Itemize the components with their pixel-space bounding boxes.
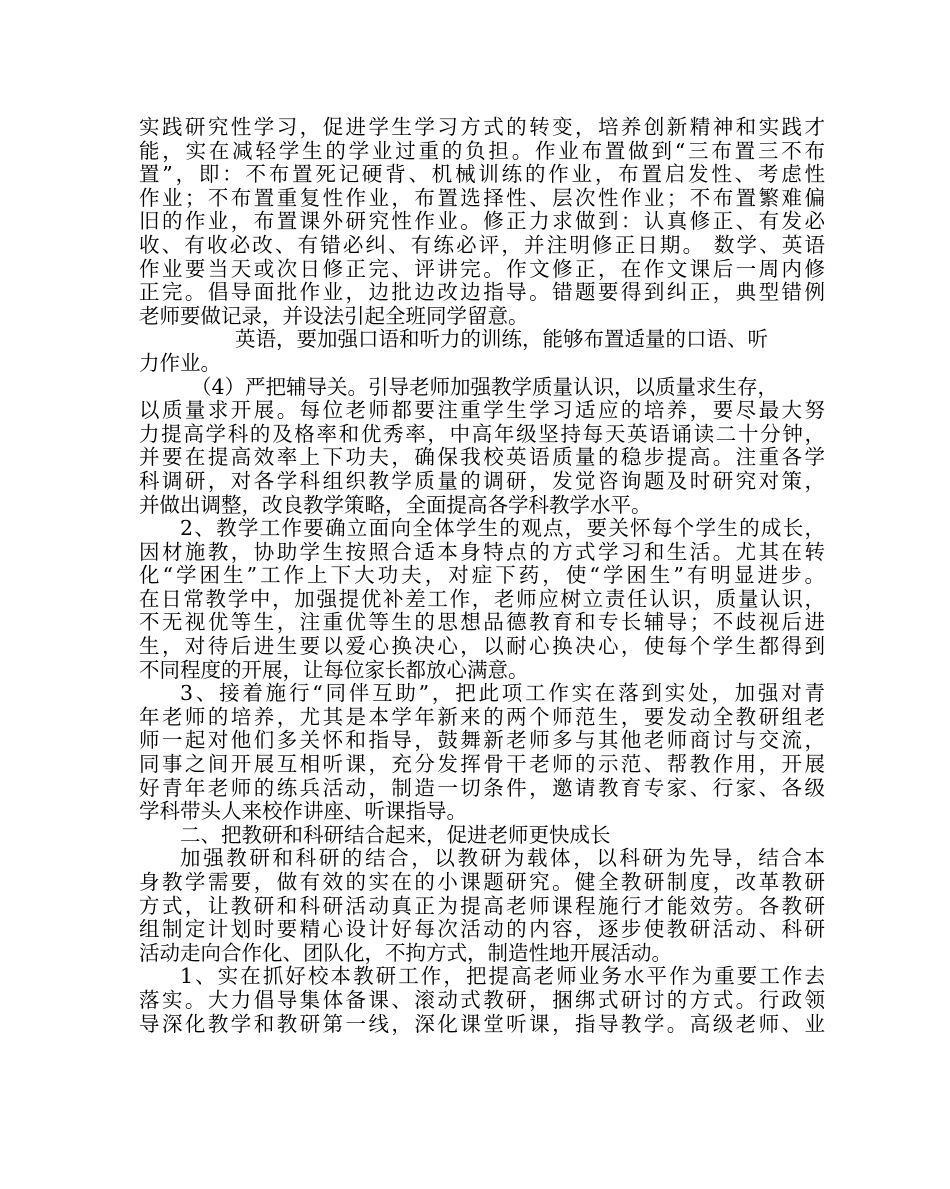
document-body <box>139 116 825 1036</box>
text-line: 方式，让教研和科研活动真正为提高老师课程施行才能效劳。各教研 <box>139 893 825 918</box>
text-line: 师一起对他们多关怀和指导，鼓舞新老师多与其他老师商讨与交流， <box>139 728 825 753</box>
text-line: 不同程度的开展，让每位家长都放心满意。 <box>139 657 529 682</box>
text-line: 化“学困生”工作上下大功夫，对症下药，使“学困生”有明显进步。 <box>139 563 825 588</box>
text-line: 实践研究性学习，促进学生学习方式的转变，培养创新精神和实践才 <box>139 115 825 139</box>
text-line: 在日常教学中，加强提优补差工作，老师应树立责任认识，质量认识， <box>139 586 825 611</box>
text-line: 加强教研和科研的结合，以教研为载体，以科研为先导，结合本 <box>180 846 825 871</box>
text-line: 作业要当天或次日修正完、评讲完。作文修正，在作文课后一周内修 <box>139 256 825 281</box>
text-line: 并要在提高效率上下功夫，确保我校英语质量的稳步提高。注重各学 <box>139 445 825 470</box>
text-line: 收、有收必改、有错必纠、有练必评，并注明修正日期。 数学、英语 <box>139 232 825 257</box>
text-line: 好青年老师的练兵活动，制造一切条件，邀请教育专家、行家、各级 <box>139 775 825 800</box>
text-line: 活动走向合作化、团队化，不拘方式，制造性地开展活动。 <box>139 940 672 965</box>
text-line: 因材施教，协助学生按照合适本身特点的方式学习和生活。尤其在转 <box>139 539 825 564</box>
text-line: （4）严把辅导关。引导老师加强教学质量认识，以质量求生存， <box>191 374 779 399</box>
text-line: 1、实在抓好校本教研工作，把提高老师业务水平作为重要工作去 <box>180 964 825 989</box>
text-line: 科调研，对各学科组织教学质量的调研，发觉咨询题及时研究对策， <box>139 468 825 493</box>
text-line: 3、接着施行“同伴互助”，把此项工作实在落到实处，加强对青 <box>180 681 825 706</box>
text-line: 2、教学工作要确立面向全体学生的观点，要关怀每个学生的成长， <box>180 516 825 541</box>
section-heading: 二、把教研和科研结合起来，促进老师更快成长 <box>180 822 611 847</box>
text-line: 身教学需要，做有效的实在的小课题研究。健全教研制度，改革教研 <box>139 870 825 894</box>
text-line: 导深化教学和教研第一线，深化课堂听课，指导教学。高级老师、业 <box>139 1011 825 1036</box>
text-line: 能，实在减轻学生的学业过重的负担。作业布置做到“三布置三不布 <box>139 138 825 163</box>
text-line: 英语，要加强口语和听力的训练，能够布置适量的口语、听 <box>235 327 768 352</box>
text-line: 年老师的培养，尤其是本学年新来的两个师范生，要发动全教研组老 <box>139 704 825 729</box>
text-line: 不无视优等生，注重优等生的思想品德教育和专长辅导；不歧视后进 <box>139 610 825 635</box>
text-line: 以质量求开展。每位老师都要注重学生学习适应的培养，要尽最大努 <box>139 398 825 423</box>
text-line: 同事之间开展互相听课，充分发挥骨干老师的示范、帮教作用，开展 <box>139 752 825 777</box>
text-line: 正完。倡导面批作业，边批边改边指导。错题要得到纠正，典型错例 <box>139 280 825 305</box>
text-line: 生，对待后进生要以爱心换决心，以耐心换决心，使每个学生都得到 <box>139 634 825 659</box>
text-line: 老师要做记录，并设法引起全班同学留意。 <box>139 303 529 328</box>
text-line: 置”，即：不布置死记硬背、机械训练的作业，布置启发性、考虑性 <box>139 162 825 187</box>
text-line: 组制定计划时要精心设计好每次活动的内容，逐步使教研活动、科研 <box>139 917 825 942</box>
text-line: 旧的作业，布置课外研究性作业。修正力求做到：认真修正、有发必 <box>139 209 825 234</box>
text-line: 力作业。 <box>139 350 221 375</box>
text-line: 作业；不布置重复性作业，布置选择性、层次性作业；不布置繁难偏 <box>139 185 825 210</box>
text-line: 并做出调整，改良教学策略，全面提高各学科教学水平。 <box>139 492 652 517</box>
text-line: 学科带头人来校作讲座、听课指导。 <box>139 799 467 824</box>
text-line: 落实。大力倡导集体备课、滚动式教研，捆绑式研讨的方式。行政领 <box>139 987 825 1012</box>
text-line: 力提高学科的及格率和优秀率，中高年级坚持每天英语诵读二十分钟， <box>139 421 825 446</box>
